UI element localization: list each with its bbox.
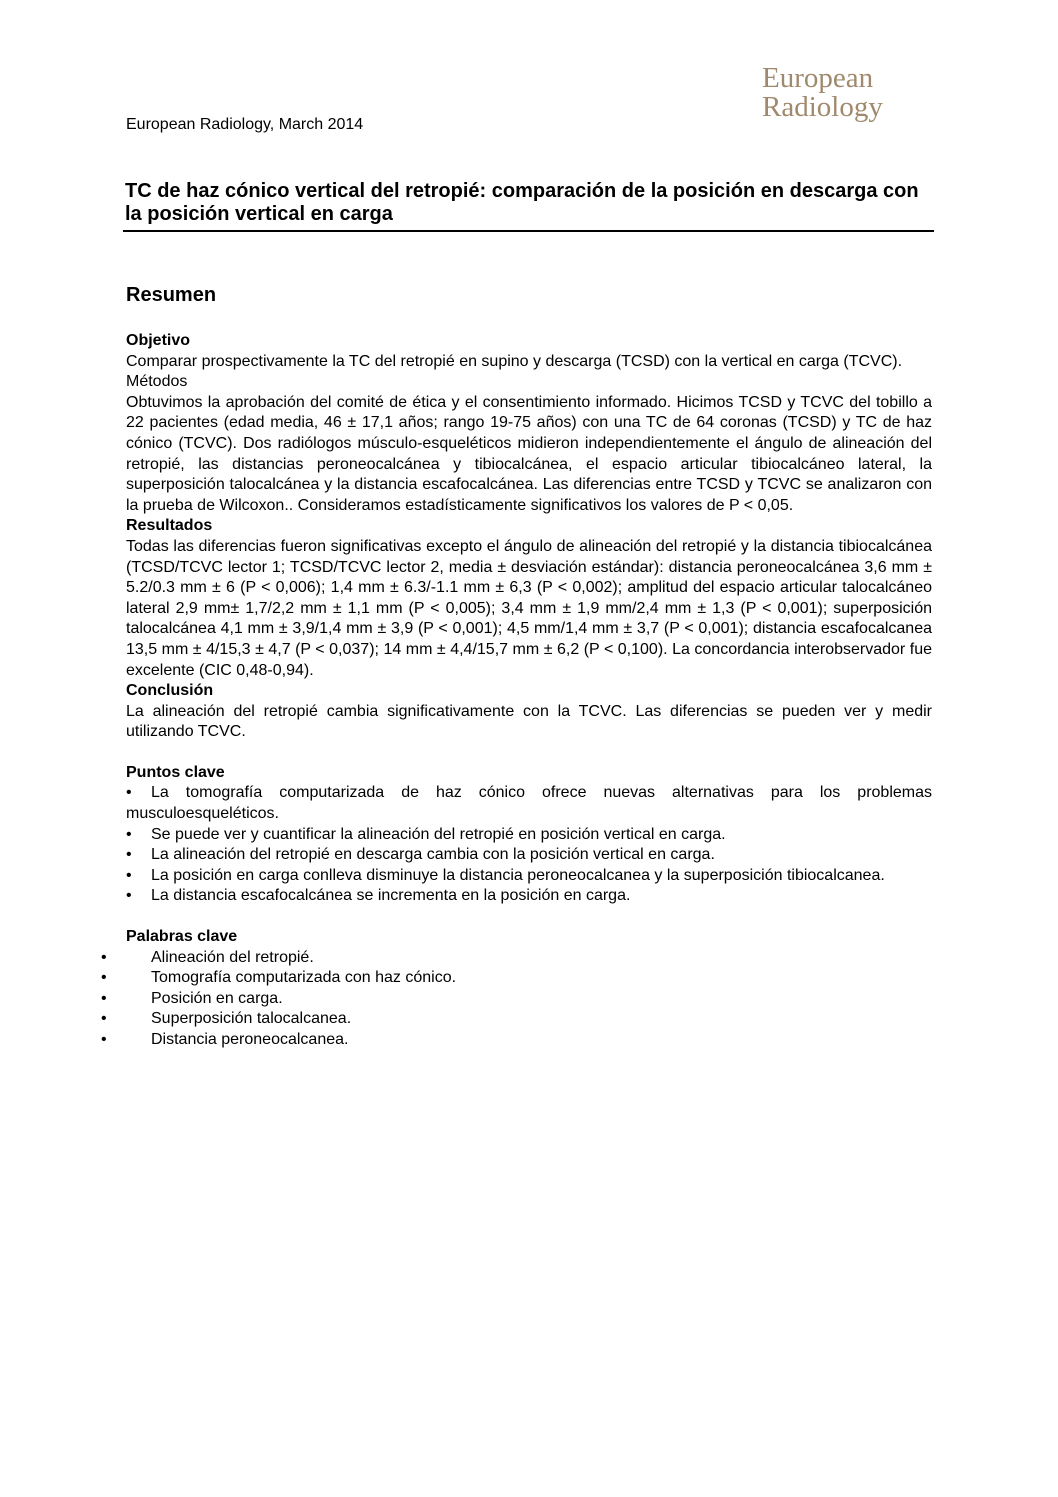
logo-line-2: Radiology [762, 91, 883, 123]
list-item: • Distancia peroneocalcanea. [126, 1030, 932, 1051]
abstract-body [101, 331, 932, 1051]
conclusion-text: La alineación del retropié cambia significativamente con la TCVC. Las diferencias se pueden ver y medir utilizando TCVC. [126, 702, 932, 741]
title-rule [123, 230, 934, 232]
resultados-text: Todas las diferencias fueron significativas excepto el ángulo de alineación del retropié y la distancia tibiocalcánea (TCSD/TCVC lector 1; TCSD/TCVC lector 2, media ± desviación estándar): distancia peroneocalcánea 3,6 mm ± 5.2/0.3 mm ± 6 (P < 0,006); 1,4 mm ± 6.3/-1.1 mm ± 6,3 (P < 0,002); amplitud del espacio articular talocalcáneo lateral 2,9 mm± 1,7/2,2 mm ± 1,1 mm (P < 0,005); 3,4 mm ± 1,9 mm/2,4 mm ± 1,3 (P < 0,001); superposición talocalcánea 4,1 mm ± 3,9/1,4 mm ± 3,9 (P < 0,001); 4,5 mm/1,4 mm ± 3,7 (P < 0,001); distancia escafocalcanea 13,5 mm ± 4/15,3 ± 4,7 (P < 0,037); 14 mm ± 4,4/15,7 mm ± 6,2 (P < 0,100). La concordancia interobservador fue excelente (CIC 0,48-0,94). [126, 537, 932, 679]
palabras-clave-heading: Palabras clave [126, 928, 238, 946]
list-item: • Se puede ver y cuantificar la alineación del retropié en posición vertical en carga. [126, 825, 932, 846]
list-item: • Alineación del retropié. [126, 948, 932, 969]
bullet-icon: • [126, 866, 132, 884]
bullet-icon: • [101, 1031, 107, 1048]
bullet-icon: • [101, 948, 107, 966]
list-item: • La distancia escafocalcánea se incrementa en la posición en carga. [126, 886, 932, 907]
bullet-icon: • [126, 887, 132, 905]
bullet-icon: • [101, 989, 107, 1007]
bullet-icon: • [126, 784, 132, 802]
conclusion-heading: Conclusión [126, 682, 214, 700]
journal-citation: European Radiology, March 2014 [126, 116, 364, 133]
logo-line-1: European [762, 62, 874, 94]
objetivo-text: Comparar prospectivamente la TC del retropié en supino y descarga (TCSD) con la vertical en carga (TCVC). [126, 352, 903, 370]
bullet-icon: • [101, 1010, 107, 1028]
bullet-icon: • [126, 846, 132, 864]
metodos-text: Obtuvimos la aprobación del comité de ética y el consentimiento informado. Hicimos TCSD y TCVC del tobillo a 22 pacientes (edad media, 46 ± 17,1 años; rango 19-75 años) con una TC de 64 coronas (TCSD) y TC de haz cónico (TCVC). Dos radiólogos músculo-esqueléticos midieron independientemente el ángulo de alineación del retropié, las distancias peroneocalcánea y tibiocalcánea, el espacio articular tibiocalcáneo lateral, la superposición talocalcánea y la distancia escafocalcánea. Las diferencias entre TCSD y TCVC se analizaron con la prueba de Wilcoxon.. Consideramos estadísticamente significativos los valores de P < 0,05. [126, 393, 932, 514]
journal-logo [762, 64, 883, 122]
bullet-icon: • [101, 969, 107, 987]
palabras-clave-list [101, 948, 932, 1051]
resultados-heading: Resultados [126, 517, 213, 535]
list-item: • Tomografía computarizada con haz cónico. [126, 968, 932, 989]
puntos-clave-heading: Puntos clave [126, 763, 225, 781]
list-item: • Superposición talocalcanea. [126, 1009, 932, 1030]
metodos-heading: Métodos [126, 373, 188, 391]
puntos-clave-list [126, 783, 932, 907]
spacer [126, 743, 932, 763]
spacer [126, 907, 932, 927]
article-title: TC de haz cónico vertical del retropié: comparación de la posición en descarga con la posición vertical en carga [125, 180, 919, 225]
resumen-heading: Resumen [126, 284, 217, 306]
objetivo-heading: Objetivo [126, 332, 191, 349]
list-item: • La posición en carga conlleva disminuye la distancia peroneocalcanea y la superposición tibiocalcanea. [126, 866, 932, 887]
list-item: • Posición en carga. [126, 989, 932, 1010]
list-item: • La alineación del retropié en descarga cambia con la posición vertical en carga. [126, 845, 932, 866]
list-item: • La tomografía computarizada de haz cónico ofrece nuevas alternativas para los problemas musculoesqueléticos. [126, 784, 932, 823]
bullet-icon: • [126, 825, 132, 843]
